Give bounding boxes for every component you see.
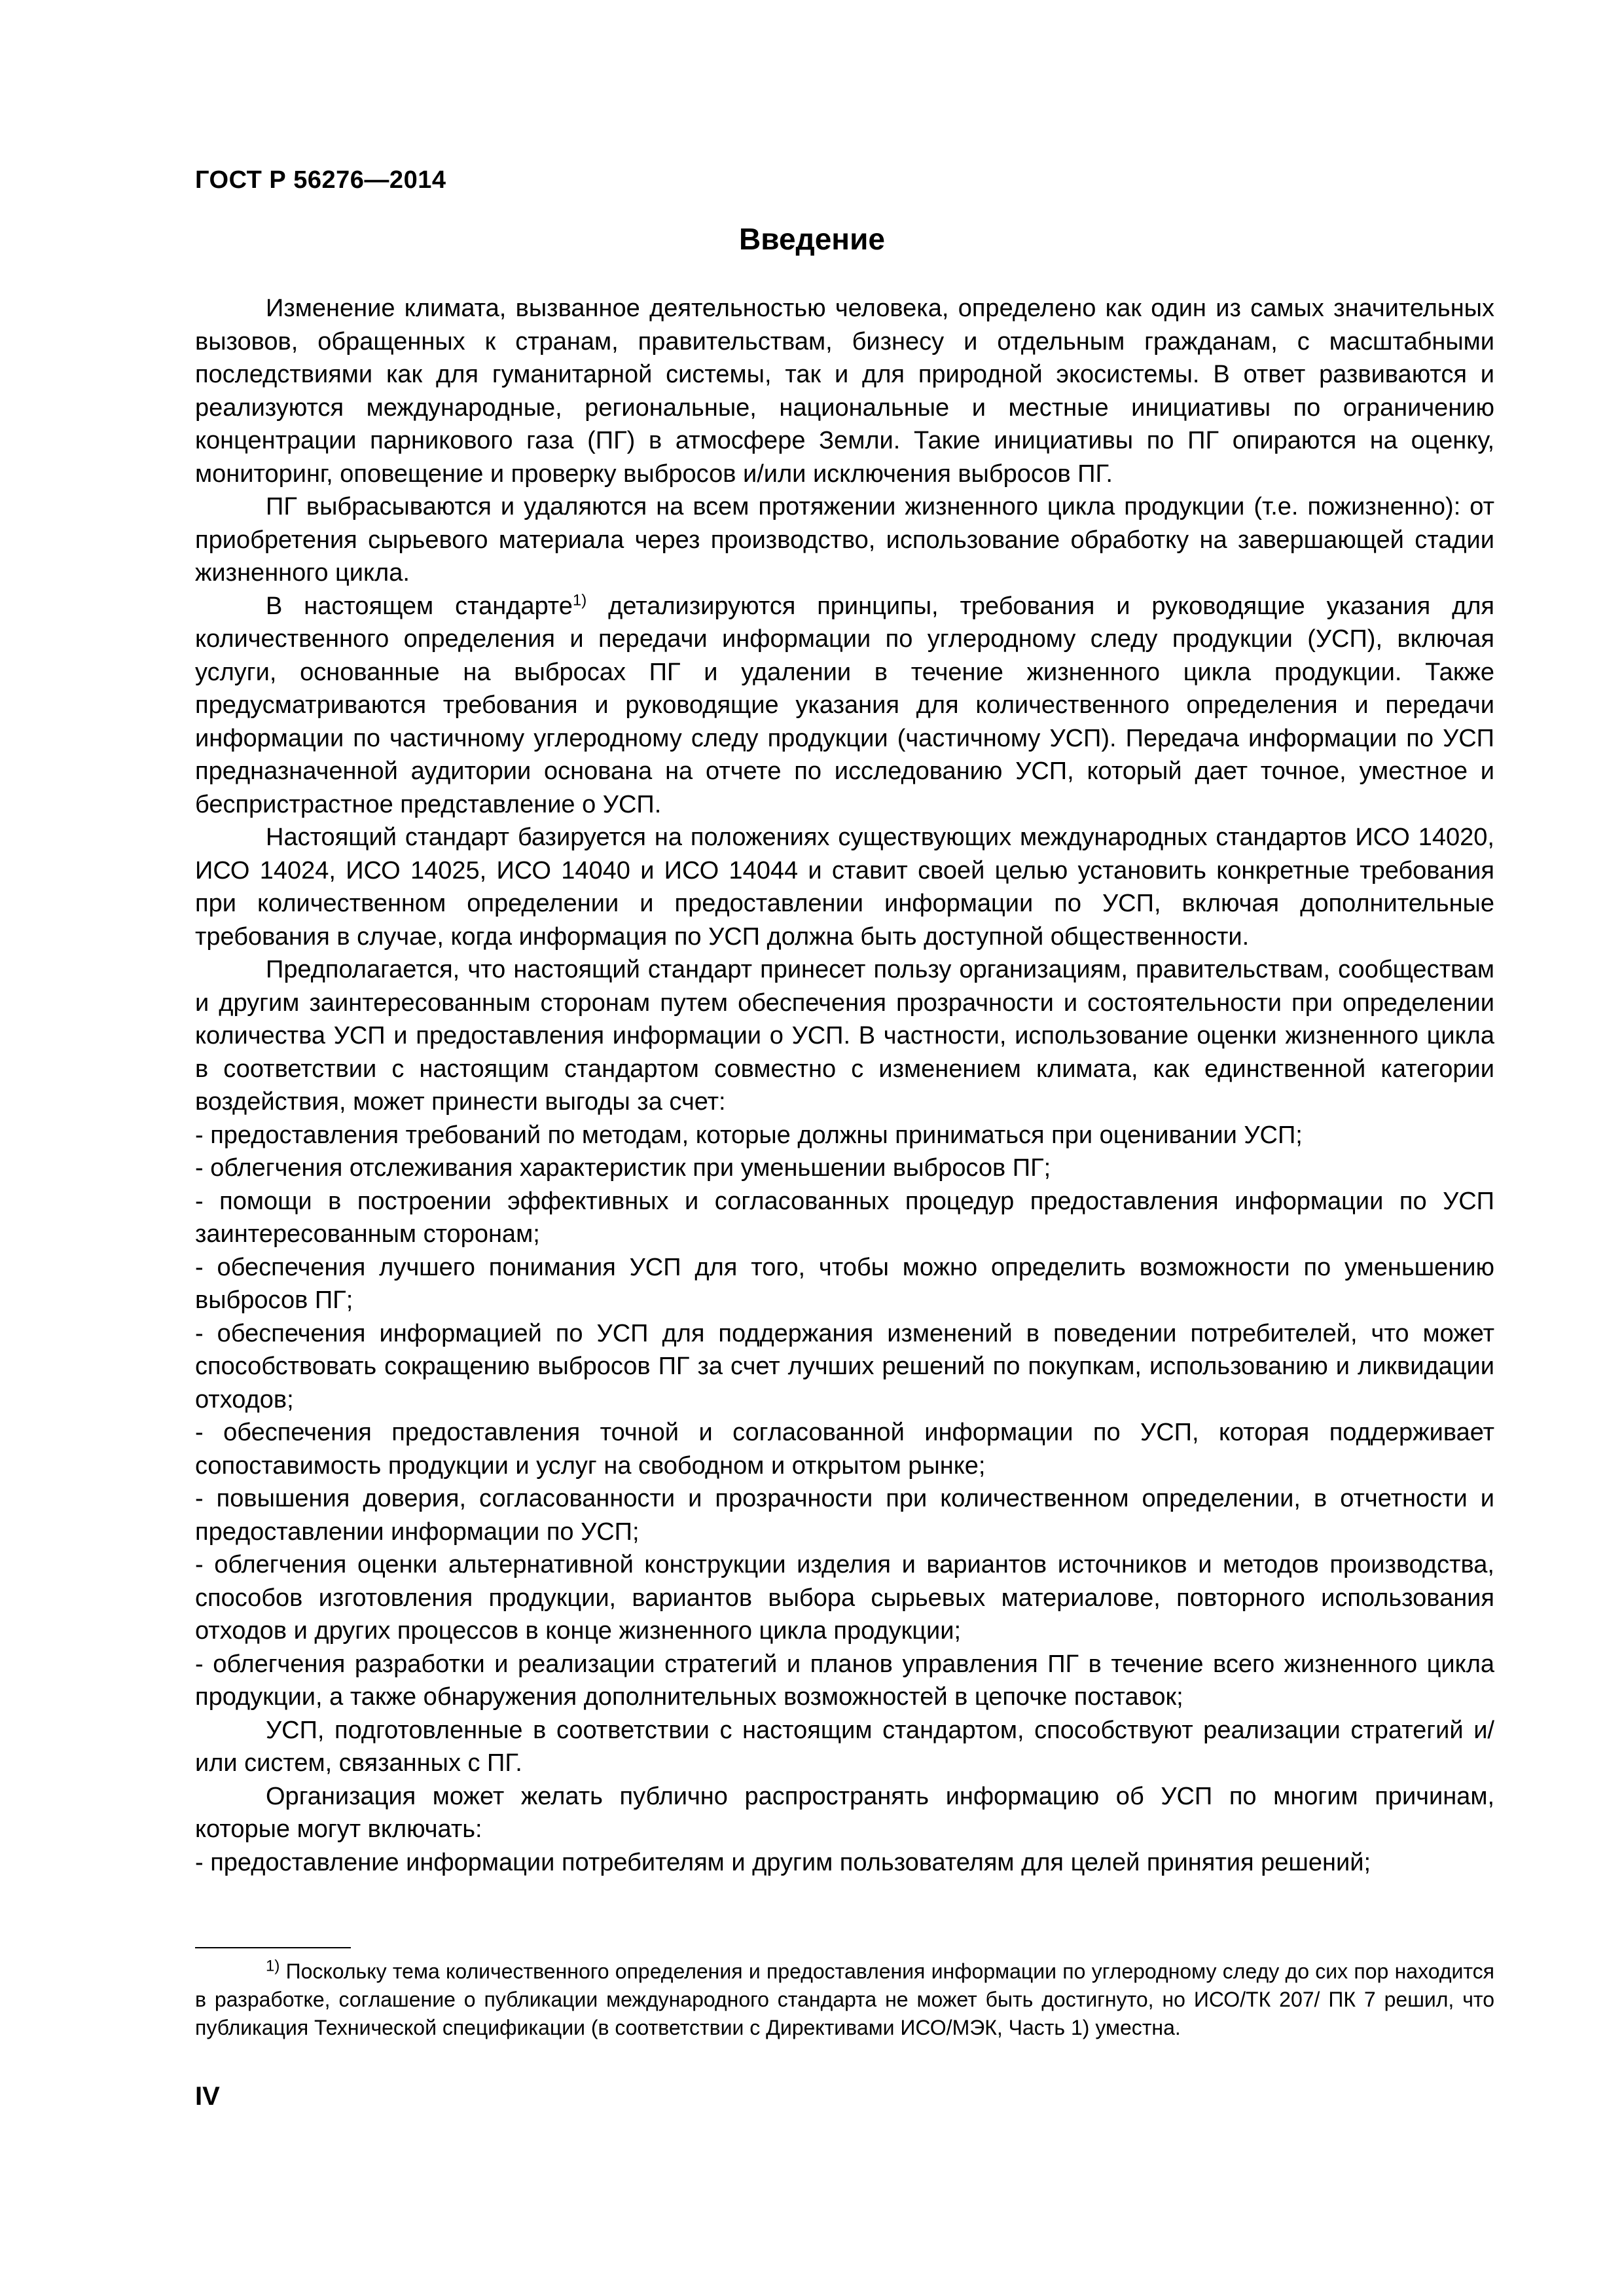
footnote-reference: 1) bbox=[572, 591, 587, 609]
footnote-text: Поскольку тема количественного определения и предоставления информации по углеродному следу до сих пор находится в разработке, соглашение о публикации международного стандарта не может быть достигнуто, но ИСО/ТК 207/ ПК 7 решил, что публикация Технической спецификации (в соответствии с Директивами ИСО/МЭК, Часть 1) уместна. bbox=[195, 1959, 1494, 2039]
list-item: - облегчения отслеживания характеристик при уменьшении выбросов ПГ; bbox=[195, 1154, 1051, 1182]
paragraph: Предполагается, что настоящий стандарт принесет пользу организациям, правительствам, сообществам и другим заинтересованным сторонам путем обеспечения прозрачности и состоятельности при определении количества УСП и предоставления информации о УСП. В частности, использование оценки жизненного цикла в соответствии с настоящим стандартом совместно с изменением климата, как единственной категории воздействия, может принести выгоды за счет: bbox=[195, 956, 1494, 1116]
paragraph: Настоящий стандарт базируется на положениях существующих международных стандартов ИСО 14020, ИСО 14024, ИСО 14025, ИСО 14040 и ИСО 14044 и ставит своей целью установить конкретные требования при количественном определении и предоставлении информации по УСП, включая дополнительные требования в случае, когда информация по УСП должна быть доступной общественности. bbox=[195, 824, 1494, 951]
paragraph: ПГ выбрасываются и удаляются на всем протяжении жизненного цикла продукции (т.е. пожизненно): от приобретения сырьевого материала через производство, использование обработку на завершающей стадии жизненного цикла. bbox=[195, 493, 1494, 587]
paragraph: Организация может желать публично распространять информацию об УСП по многим причинам, которые могут включать: bbox=[195, 1782, 1494, 1843]
list-item: - обеспечения информацией по УСП для поддержания изменений в поведении потребителей, что может способствовать сокращению выбросов ПГ за счет лучших решений по покупкам, использованию и ликвидации отходов; bbox=[195, 1319, 1494, 1413]
paragraph bbox=[195, 590, 1494, 822]
document-code: ГОСТ Р 56276—2014 bbox=[195, 166, 446, 194]
paragraph-text: В настоящем стандарте bbox=[266, 592, 573, 620]
list-item: - предоставление информации потребителям и другим пользователям для целей принятия решений; bbox=[195, 1848, 1371, 1876]
paragraph: Изменение климата, вызванное деятельностью человека, определено как один из самых значительных вызовов, обращенных к странам, правительствам, бизнесу и отдельным гражданам, с масштабными последствиями как для гуманитарной системы, так и для природной экосистемы. В ответ развиваются и реализуются международные, региональные, национальные и местные инициативы по ограничению концентрации парникового газа (ПГ) в атмосфере Земли. Такие инициативы по ПГ опираются на оценку, мониторинг, оповещение и проверку выбросов и/или исключения выбросов ПГ. bbox=[195, 295, 1494, 488]
paragraph: УСП, подготовленные в соответствии с настоящим стандартом, способствуют реализации стратегий и/или систем, связанных с ПГ. bbox=[195, 1716, 1494, 1777]
list-item: - обеспечения лучшего понимания УСП для того, чтобы можно определить возможности по уменьшению выбросов ПГ; bbox=[195, 1253, 1494, 1314]
list-item: - облегчения оценки альтернативной конструкции изделия и вариантов источников и методов производства, способов изготовления продукции, вариантов выбора сырьевых материалове, повторного использования отходов и других процессов в конце жизненного цикла продукции; bbox=[195, 1551, 1494, 1645]
list-item: - помощи в построении эффективных и согласованных процедур предоставления информации по УСП заинтересованным сторонам; bbox=[195, 1187, 1494, 1248]
body-text bbox=[195, 292, 1494, 1879]
section-title: Введение bbox=[739, 222, 885, 256]
footnote-marker: 1) bbox=[266, 1957, 280, 1975]
paragraph-text: детализируются принципы, требования и руководящие указания для количественного определения и передачи информации по углеродному следу продукции (УСП), включая услуги, основанные на выбросах ПГ и удалении в течение жизненного цикла продукции. Также предусматриваются требования и руководящие указания для количественного определения и передачи информации по частичному углеродному следу продукции (частичному УСП). Передача информации по УСП предназначенной аудитории основана на отчете по исследованию УСП, который дает точное, уместное и беспристрастное представление о УСП. bbox=[195, 592, 1494, 818]
list-item: - повышения доверия, согласованности и прозрачности при количественном определении, в отчетности и предоставлении информации по УСП; bbox=[195, 1485, 1494, 1546]
list-item: - обеспечения предоставления точной и согласованной информации по УСП, которая поддерживает сопоставимость продукции и услуг на свободном и открытом рынке; bbox=[195, 1419, 1494, 1480]
page-number: IV bbox=[195, 2082, 220, 2111]
footnote-divider bbox=[195, 1947, 351, 1948]
footnote bbox=[195, 1958, 1494, 2042]
list-item: - облегчения разработки и реализации стратегий и планов управления ПГ в течение всего жизненного цикла продукции, а также обнаружения дополнительных возможностей в цепочке поставок; bbox=[195, 1650, 1494, 1711]
list-item: - предоставления требований по методам, которые должны приниматься при оценивании УСП; bbox=[195, 1121, 1303, 1149]
